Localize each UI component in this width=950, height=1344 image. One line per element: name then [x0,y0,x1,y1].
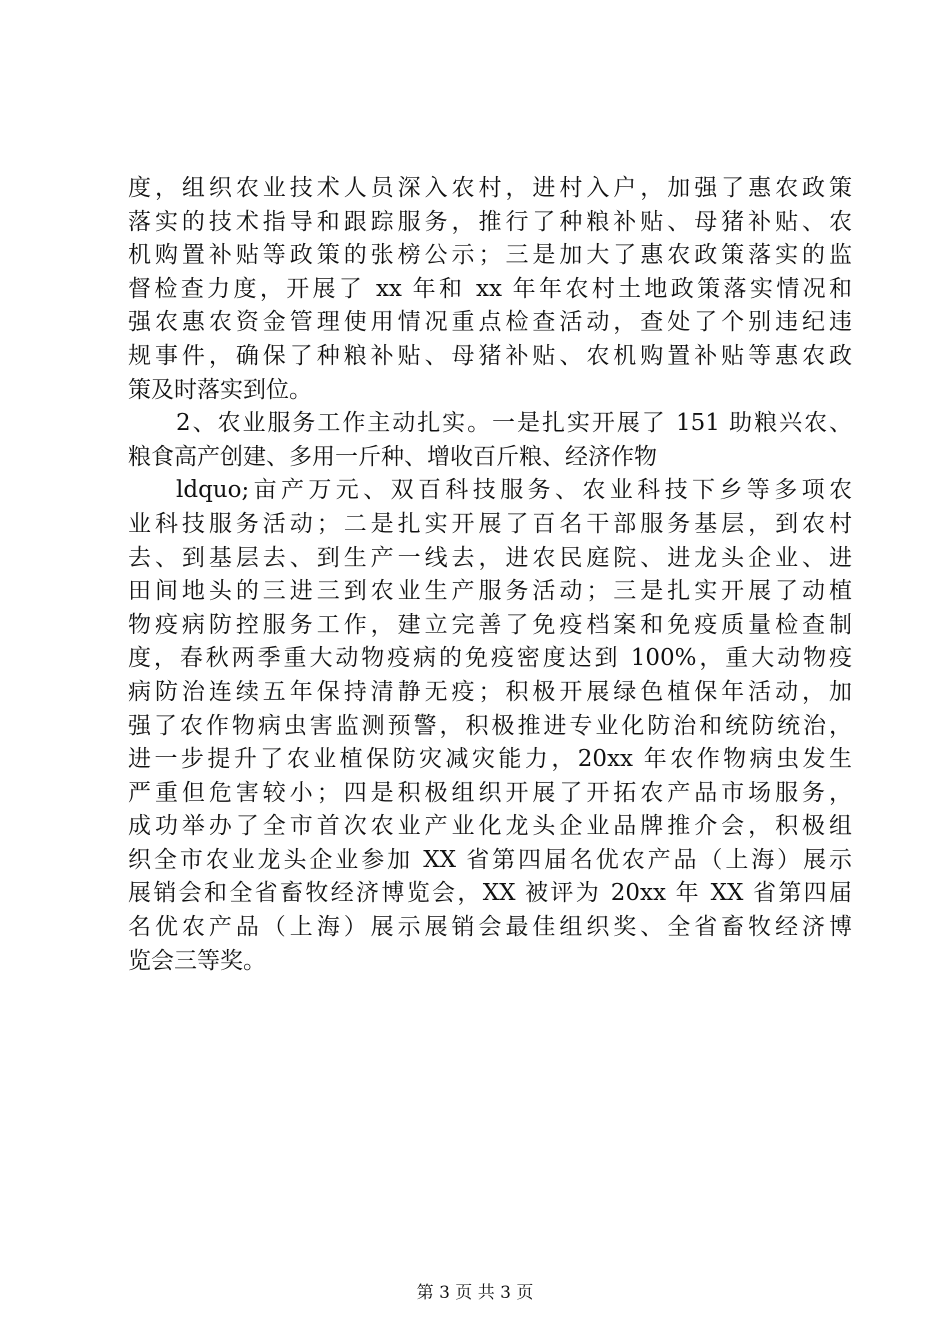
text-line: 严重但危害较小；四是积极组织开展了开拓农产品市场服务， [128,779,852,806]
text-line: 名优农产品（上海）展示展销会最佳组织奖、全省畜牧经济博 [128,914,852,941]
text-line: 督检查力度，开展了 xx 年和 xx 年年农村土地政策落实情况和 [128,275,852,302]
text-line: 度，组织农业技术人员深入农村，进村入户，加强了惠农政策 [128,175,852,201]
text-line: 病防治连续五年保持清静无疫；积极开展绿色植保年活动，加 [128,678,852,705]
paragraph-first-line: 2、农业服务工作主动扎实。一是扎实开展了 151 助粮兴农、 [176,410,852,437]
text-line: 物疫病防控服务工作，建立完善了免疫档案和免疫质量检查制 [128,611,852,638]
text-line: 业科技服务活动；二是扎实开展了百名干部服务基层，到农村 [128,510,852,537]
text-line: 去、到基层去、到生产一线去，进农民庭院、进龙头企业、进 [128,544,852,571]
page-number-footer: 第 3 页 共 3 页 [416,1283,534,1303]
text-line: 粮食高产创建、多用一斤种、增收百斤粮、经济作物 [128,443,657,470]
text-line: 览会三等奖。 [128,947,266,974]
text-line: 度，春秋两季重大动物疫病的免疫密度达到 100%，重大动物疫 [128,645,852,672]
text-line: 进一步提升了农业植保防灾减灾能力，20xx 年农作物病虫发生 [128,746,852,773]
text-line: 田间地头的三进三到农业生产服务活动；三是扎实开展了动植 [128,578,852,605]
body-text [128,172,852,978]
text-line: 规事件，确保了种粮补贴、母猪补贴、农机购置补贴等惠农政 [128,342,852,369]
text-line: 机购置补贴等政策的张榜公示；三是加大了惠农政策落实的监 [128,242,852,269]
text-line: 展销会和全省畜牧经济博览会，XX 被评为 20xx 年 XX 省第四届 [128,880,852,907]
text-line: 策及时落实到位。 [128,376,312,403]
text-line: ldquo;亩产万元、双百科技服务、农业科技下乡等多项农 [176,477,852,504]
text-line: 织全市农业龙头企业参加 XX 省第四届名优农产品（上海）展示 [128,846,852,873]
text-line: 成功举办了全市首次农业产业化龙头企业品牌推介会，积极组 [128,813,852,840]
text-line: 强了农作物病虫害监测预警，积极推进专业化防治和统防统治， [128,712,852,739]
text-line: 强农惠农资金管理使用情况重点检查活动，查处了个别违纪违 [128,309,852,336]
text-line: 落实的技术指导和跟踪服务，推行了种粮补贴、母猪补贴、农 [128,208,852,235]
